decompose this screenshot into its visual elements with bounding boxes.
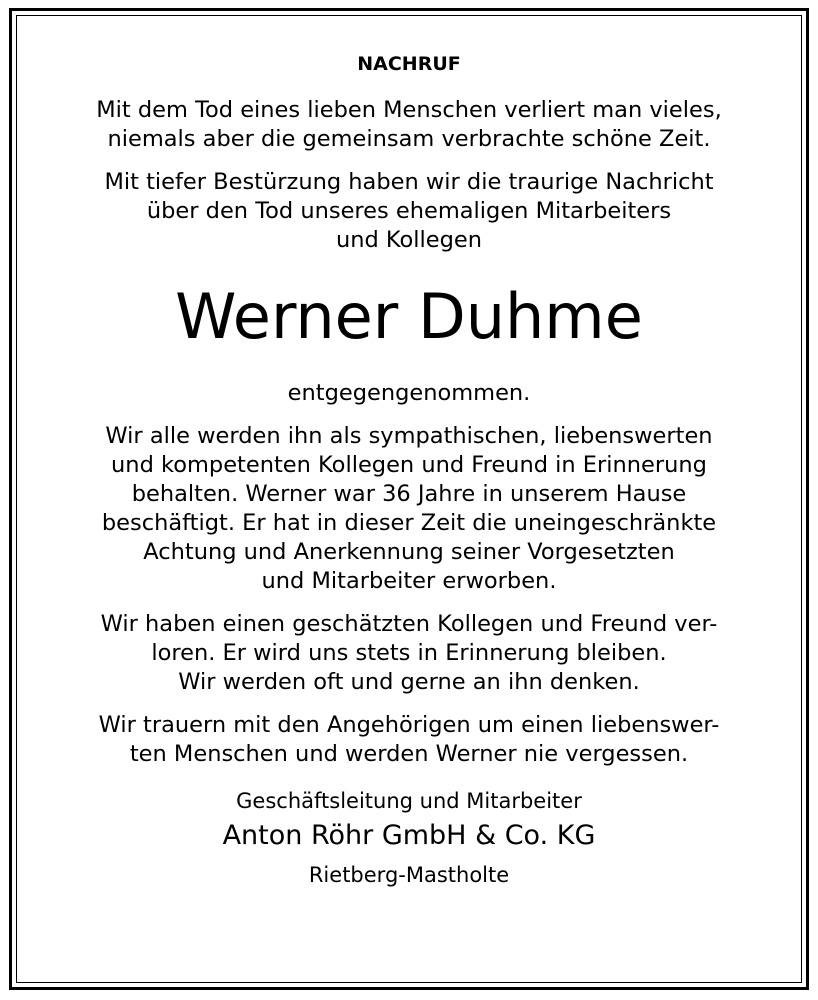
announcement-paragraph: Mit tiefer Bestürzung haben wir die traurige Nachricht über den Tod unseres ehemaligen Mitarbeiters und Kollegen (104, 169, 714, 253)
tribute-paragraph: Wir alle werden ihn als sympathischen, liebenswerten und kompetenten Kollegen und Freund in Erinnerung behalten. Werner war 36 Jahre in unserem Hause beschäftigt. Er hat in dieser Zeit die uneingeschränkte Achtung und Anerkennung seiner Vorgesetzten und Mitarbeiter erworben. (101, 423, 717, 594)
signature-company: Anton Röhr GmbH & Co. KG (222, 820, 596, 851)
notice-heading: NACHRUF (357, 53, 461, 75)
deceased-name: Werner Duhme (175, 280, 643, 353)
signature-department: Geschäftsleitung und Mitarbeiter (236, 789, 582, 813)
mourning-paragraph: Wir trauern mit den Angehörigen um einen liebenswer- ten Menschen und werden Werner nie vergessen. (98, 712, 720, 767)
obituary-notice (30, 52, 788, 889)
intro-paragraph: Mit dem Tod eines lieben Menschen verliert man vieles, niemals aber die gemeinsam verbrachte schöne Zeit. (96, 97, 722, 152)
loss-paragraph: Wir haben einen geschätzten Kollegen und Freund ver- loren. Er wird uns stets in Erinnerung bleiben. Wir werden oft und gerne an ihn denken. (100, 611, 718, 695)
signature-city: Rietberg-Mastholte (308, 863, 510, 887)
received-line: entgegengenommen. (287, 380, 531, 406)
